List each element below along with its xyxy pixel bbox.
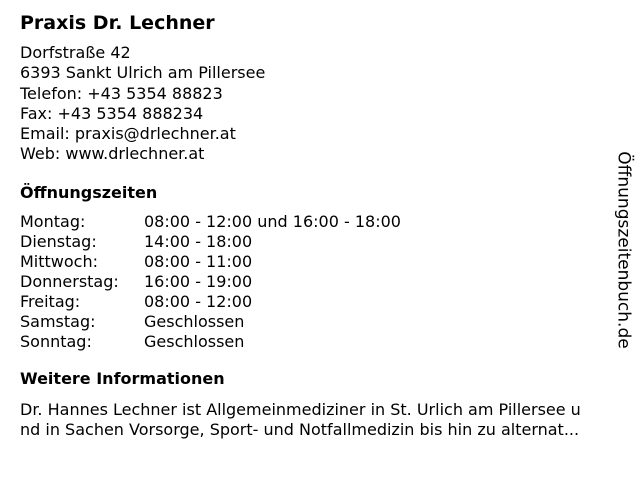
opening-hours-table — [20, 212, 632, 352]
hours-time: 08:00 - 12:00 und 16:00 - 18:00 — [144, 211, 401, 231]
hours-time: Geschlossen — [144, 311, 245, 331]
hours-row — [20, 252, 632, 272]
website-address: Web: www.drlechner.at — [20, 144, 205, 164]
fax-number: Fax: +43 5354 888234 — [20, 103, 204, 123]
hours-day: Mittwoch: — [20, 251, 98, 271]
practice-name: Praxis Dr. Lechner — [20, 12, 215, 34]
hours-row — [20, 232, 632, 252]
hours-row — [20, 312, 632, 332]
hours-day: Freitag: — [20, 291, 81, 311]
practice-card — [20, 10, 635, 440]
brand-watermark — [612, 136, 636, 364]
hours-row — [20, 212, 632, 232]
more-info-line: nd in Sachen Vorsorge, Sport- und Notfallmedizin bis hin zu alternat... — [20, 419, 580, 439]
contact-block — [20, 43, 632, 165]
opening-hours-heading: Öffnungszeiten — [20, 182, 158, 202]
hours-time: 14:00 - 18:00 — [144, 231, 253, 251]
more-info-heading: Weitere Informationen — [20, 368, 225, 388]
hours-day: Sonntag: — [20, 331, 92, 351]
hours-day: Montag: — [20, 211, 86, 231]
more-info-text — [20, 400, 632, 440]
hours-time: 08:00 - 12:00 — [144, 291, 253, 311]
hours-time: 08:00 - 11:00 — [144, 251, 253, 271]
hours-time: Geschlossen — [144, 331, 245, 351]
hours-row — [20, 272, 632, 292]
phone-number: Telefon: +43 5354 88823 — [20, 83, 223, 103]
hours-day: Samstag: — [20, 311, 96, 331]
address-street: Dorfstraße 42 — [20, 43, 131, 62]
brand-watermark-text: Öffnungszeitenbuch.de — [614, 151, 635, 349]
hours-row — [20, 332, 632, 352]
hours-time: 16:00 - 19:00 — [144, 271, 253, 291]
hours-day: Dienstag: — [20, 231, 97, 251]
hours-row — [20, 292, 632, 312]
hours-day: Donnerstag: — [20, 271, 119, 291]
email-address: Email: praxis@drlechner.at — [20, 124, 236, 144]
address-city: 6393 Sankt Ulrich am Pillersee — [20, 63, 266, 83]
more-info-line: Dr. Hannes Lechner ist Allgemeinmediziner in St. Urlich am Pillersee u — [20, 399, 581, 419]
